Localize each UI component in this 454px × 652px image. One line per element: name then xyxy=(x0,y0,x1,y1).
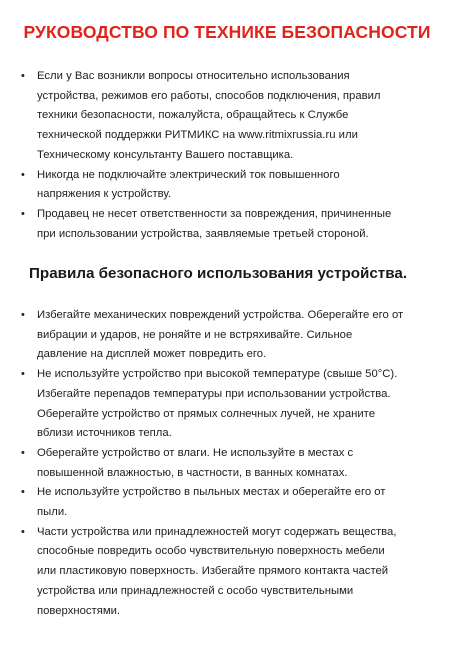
list-item-line: Оберегайте устройство от прямых солнечных лучей, не храните xyxy=(37,407,375,420)
list-item-line: при использовании устройства, заявляемые третьей стороной. xyxy=(37,227,369,240)
list-item-line: Не используйте устройство в пыльных местах и оберегайте его от xyxy=(37,486,386,499)
bullet-icon: • xyxy=(21,446,25,459)
section-heading: Правила безопасного использования устройства. xyxy=(29,265,408,282)
list-item xyxy=(21,365,436,444)
list-item xyxy=(21,205,436,244)
page-title: РУКОВОДСТВО ПО ТЕХНИКЕ БЕЗОПАСНОСТИ xyxy=(23,22,431,42)
list-item xyxy=(21,67,436,166)
list-item-line: Техническому консультанту Вашего поставщика. xyxy=(37,148,294,161)
bullet-icon: • xyxy=(21,525,25,538)
list-item-line: устройства или принадлежностей с особо чувствительными xyxy=(37,584,354,597)
rules-list xyxy=(21,306,436,621)
list-item-line: поверхностями. xyxy=(37,604,121,617)
intro-list xyxy=(21,67,436,244)
list-item-line: давление на дисплей может повредить его. xyxy=(37,348,267,361)
list-item xyxy=(21,523,436,622)
list-item-line: Части устройства или принадлежностей могут содержать вещества, xyxy=(37,525,397,538)
bullet-icon: • xyxy=(21,207,25,220)
list-item-line: способные повредить особо чувствительную поверхность мебели xyxy=(37,545,385,558)
list-item xyxy=(21,306,436,365)
list-item-line: повышенной влажностью, в частности, в ванных комнатах. xyxy=(37,466,348,479)
bullet-icon: • xyxy=(21,486,25,499)
list-item-line: вибрации и ударов, не роняйте и не встряхивайте. Сильное xyxy=(37,328,353,341)
bullet-icon: • xyxy=(21,368,25,381)
list-item xyxy=(21,444,436,483)
list-item-line: Никогда не подключайте электрический ток повышенного xyxy=(37,168,340,181)
list-item-line: технической поддержки РИТМИКС на www.ritmixrussia.ru или xyxy=(37,129,358,142)
list-item-line: Оберегайте устройство от влаги. Не используйте в местах с xyxy=(37,446,354,459)
bullet-icon: • xyxy=(21,70,25,82)
bullet-icon: • xyxy=(21,309,25,321)
bullet-icon: • xyxy=(21,168,25,181)
list-item-line: Если у Вас возникли вопросы относительно использования xyxy=(37,70,350,82)
list-item-line: напряжения к устройству. xyxy=(37,188,172,201)
list-item-line: вблизи источников тепла. xyxy=(37,427,172,440)
list-item-line: или пластиковую поверхность. Избегайте прямого контакта частей xyxy=(37,565,389,578)
list-item xyxy=(21,483,436,522)
list-item-line: Не используйте устройство при высокой температуре (свыше 50°С). xyxy=(37,368,398,381)
list-item-line: Избегайте перепадов температуры при использовании устройства. xyxy=(37,387,391,400)
list-item-line: устройства, режимов его работы, способов подключения, правил xyxy=(37,89,381,102)
list-item-line: Избегайте механических повреждений устройства. Оберегайте его от xyxy=(37,309,404,321)
list-item-line: пыли. xyxy=(37,506,68,519)
list-item-line: Продавец не несет ответственности за повреждения, причиненные xyxy=(37,207,392,220)
list-item xyxy=(21,166,436,205)
list-item-line: техники безопасности, пожалуйста, обращайтесь к Службе xyxy=(37,109,349,122)
